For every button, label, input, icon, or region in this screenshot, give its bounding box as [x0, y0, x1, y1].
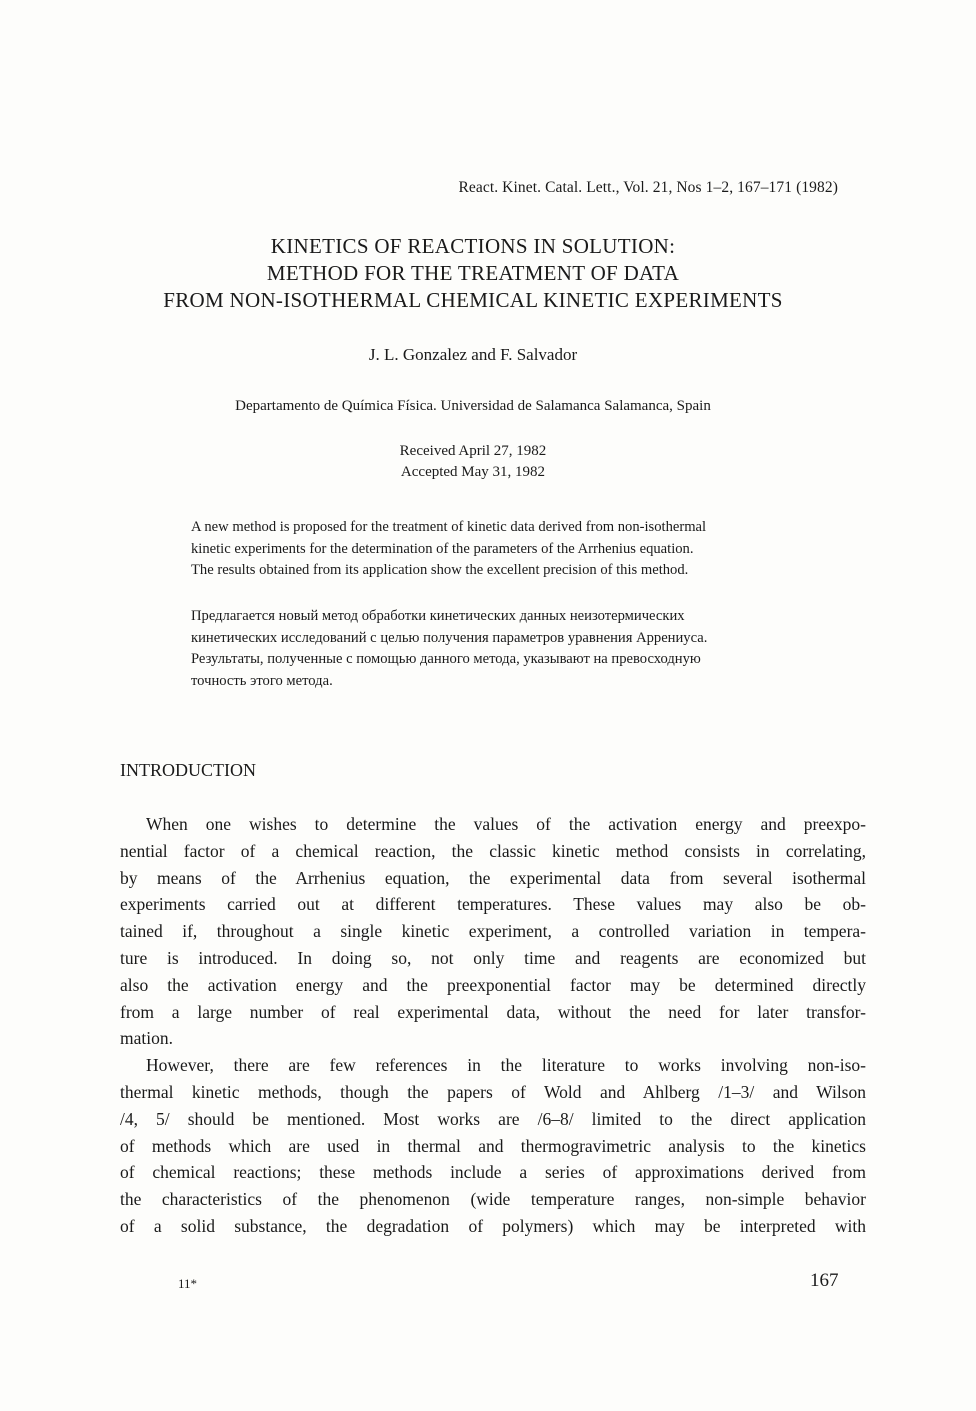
title-line: METHOD FOR THE TREATMENT OF DATA [266, 261, 680, 285]
article-title [0, 233, 946, 314]
body-line: tained if, throughout a single kinetic experiment, a controlled variation in tempera- [120, 921, 866, 942]
body-line: thermal kinetic methods, though the papers of Wold and Ahlberg /1–3/ and Wilson [120, 1081, 866, 1102]
body-line: from a large number of real experimental data, without the need for later transfor- [120, 1001, 866, 1022]
body-line: the characteristics of the phenomenon (wide temperature ranges, non-simple behavior [120, 1189, 866, 1210]
abstract-line: кинетических исследований с целью получения параметров уравнения Аррениуса. [191, 629, 708, 646]
accepted-date: Accepted May 31, 1982 [400, 464, 546, 480]
authors: J. L. Gonzalez and F. Salvador [368, 345, 578, 364]
abstract-line: The results obtained from its application show the excellent precision of this method. [191, 562, 689, 578]
abstract-line: A new method is proposed for the treatment of kinetic data derived from non-isothermal [191, 519, 707, 535]
journal-citation: React. Kinet. Catal. Lett., Vol. 21, Nos 1–2, 167–171 (1982) [458, 179, 838, 196]
body-line: of chemical reactions; these methods include a series of approximations derived from [120, 1162, 866, 1183]
abstract-line: Предлагается новый метод обработки кинетических данных неизотермических [191, 608, 685, 624]
body-line: of a solid substance, the degradation of polymers) which may be interpreted with [120, 1215, 866, 1236]
title-line: FROM NON-ISOTHERMAL CHEMICAL KINETIC EXPERIMENTS [163, 288, 783, 312]
submission-dates [0, 441, 946, 483]
signature-mark: 11* [178, 1276, 198, 1291]
body-line: When one wishes to determine the values of the activation energy and preexpo- [146, 814, 866, 834]
abstract-line: Результаты, полученные с помощью данного метода, указывают на превосходную [191, 651, 701, 667]
affiliation: Departamento de Química Física. Universidad de Salamanca Salamanca, Spain [235, 398, 711, 414]
section-heading: INTRODUCTION [120, 760, 256, 780]
body-line: mation. [120, 1028, 173, 1049]
abstract-russian [191, 606, 842, 692]
body-line: However, there are few references in the literature to works involving non-iso- [146, 1055, 866, 1076]
body-line: by means of the Arrhenius equation, the experimental data from several isothermal [120, 867, 866, 888]
introduction-body [120, 811, 866, 1240]
abstract-line: kinetic experiments for the determination of the parameters of the Arrhenius equation. [191, 540, 694, 557]
received-date: Received April 27, 1982 [399, 443, 547, 459]
body-line: of methods which are used in thermal and thermogravimetric analysis to the kinetics [120, 1135, 866, 1156]
title-line: KINETICS OF REACTIONS IN SOLUTION: [270, 234, 676, 258]
body-line: ture is introduced. In doing so, not only time and reagents are economized but [120, 947, 866, 968]
abstract-english [191, 517, 842, 582]
body-line: also the activation energy and the preexponential factor may be determined directly [120, 974, 866, 995]
body-line: /4, 5/ should be mentioned. Most works are /6–8/ limited to the direct application [120, 1108, 866, 1129]
body-line: nential factor of a chemical reaction, the classic kinetic method consists in correlating, [120, 840, 866, 861]
abstract-line: точность этого метода. [191, 672, 333, 689]
body-line: experiments carried out at different temperatures. These values may also be ob- [120, 894, 866, 915]
page-number: 167 [810, 1270, 839, 1291]
